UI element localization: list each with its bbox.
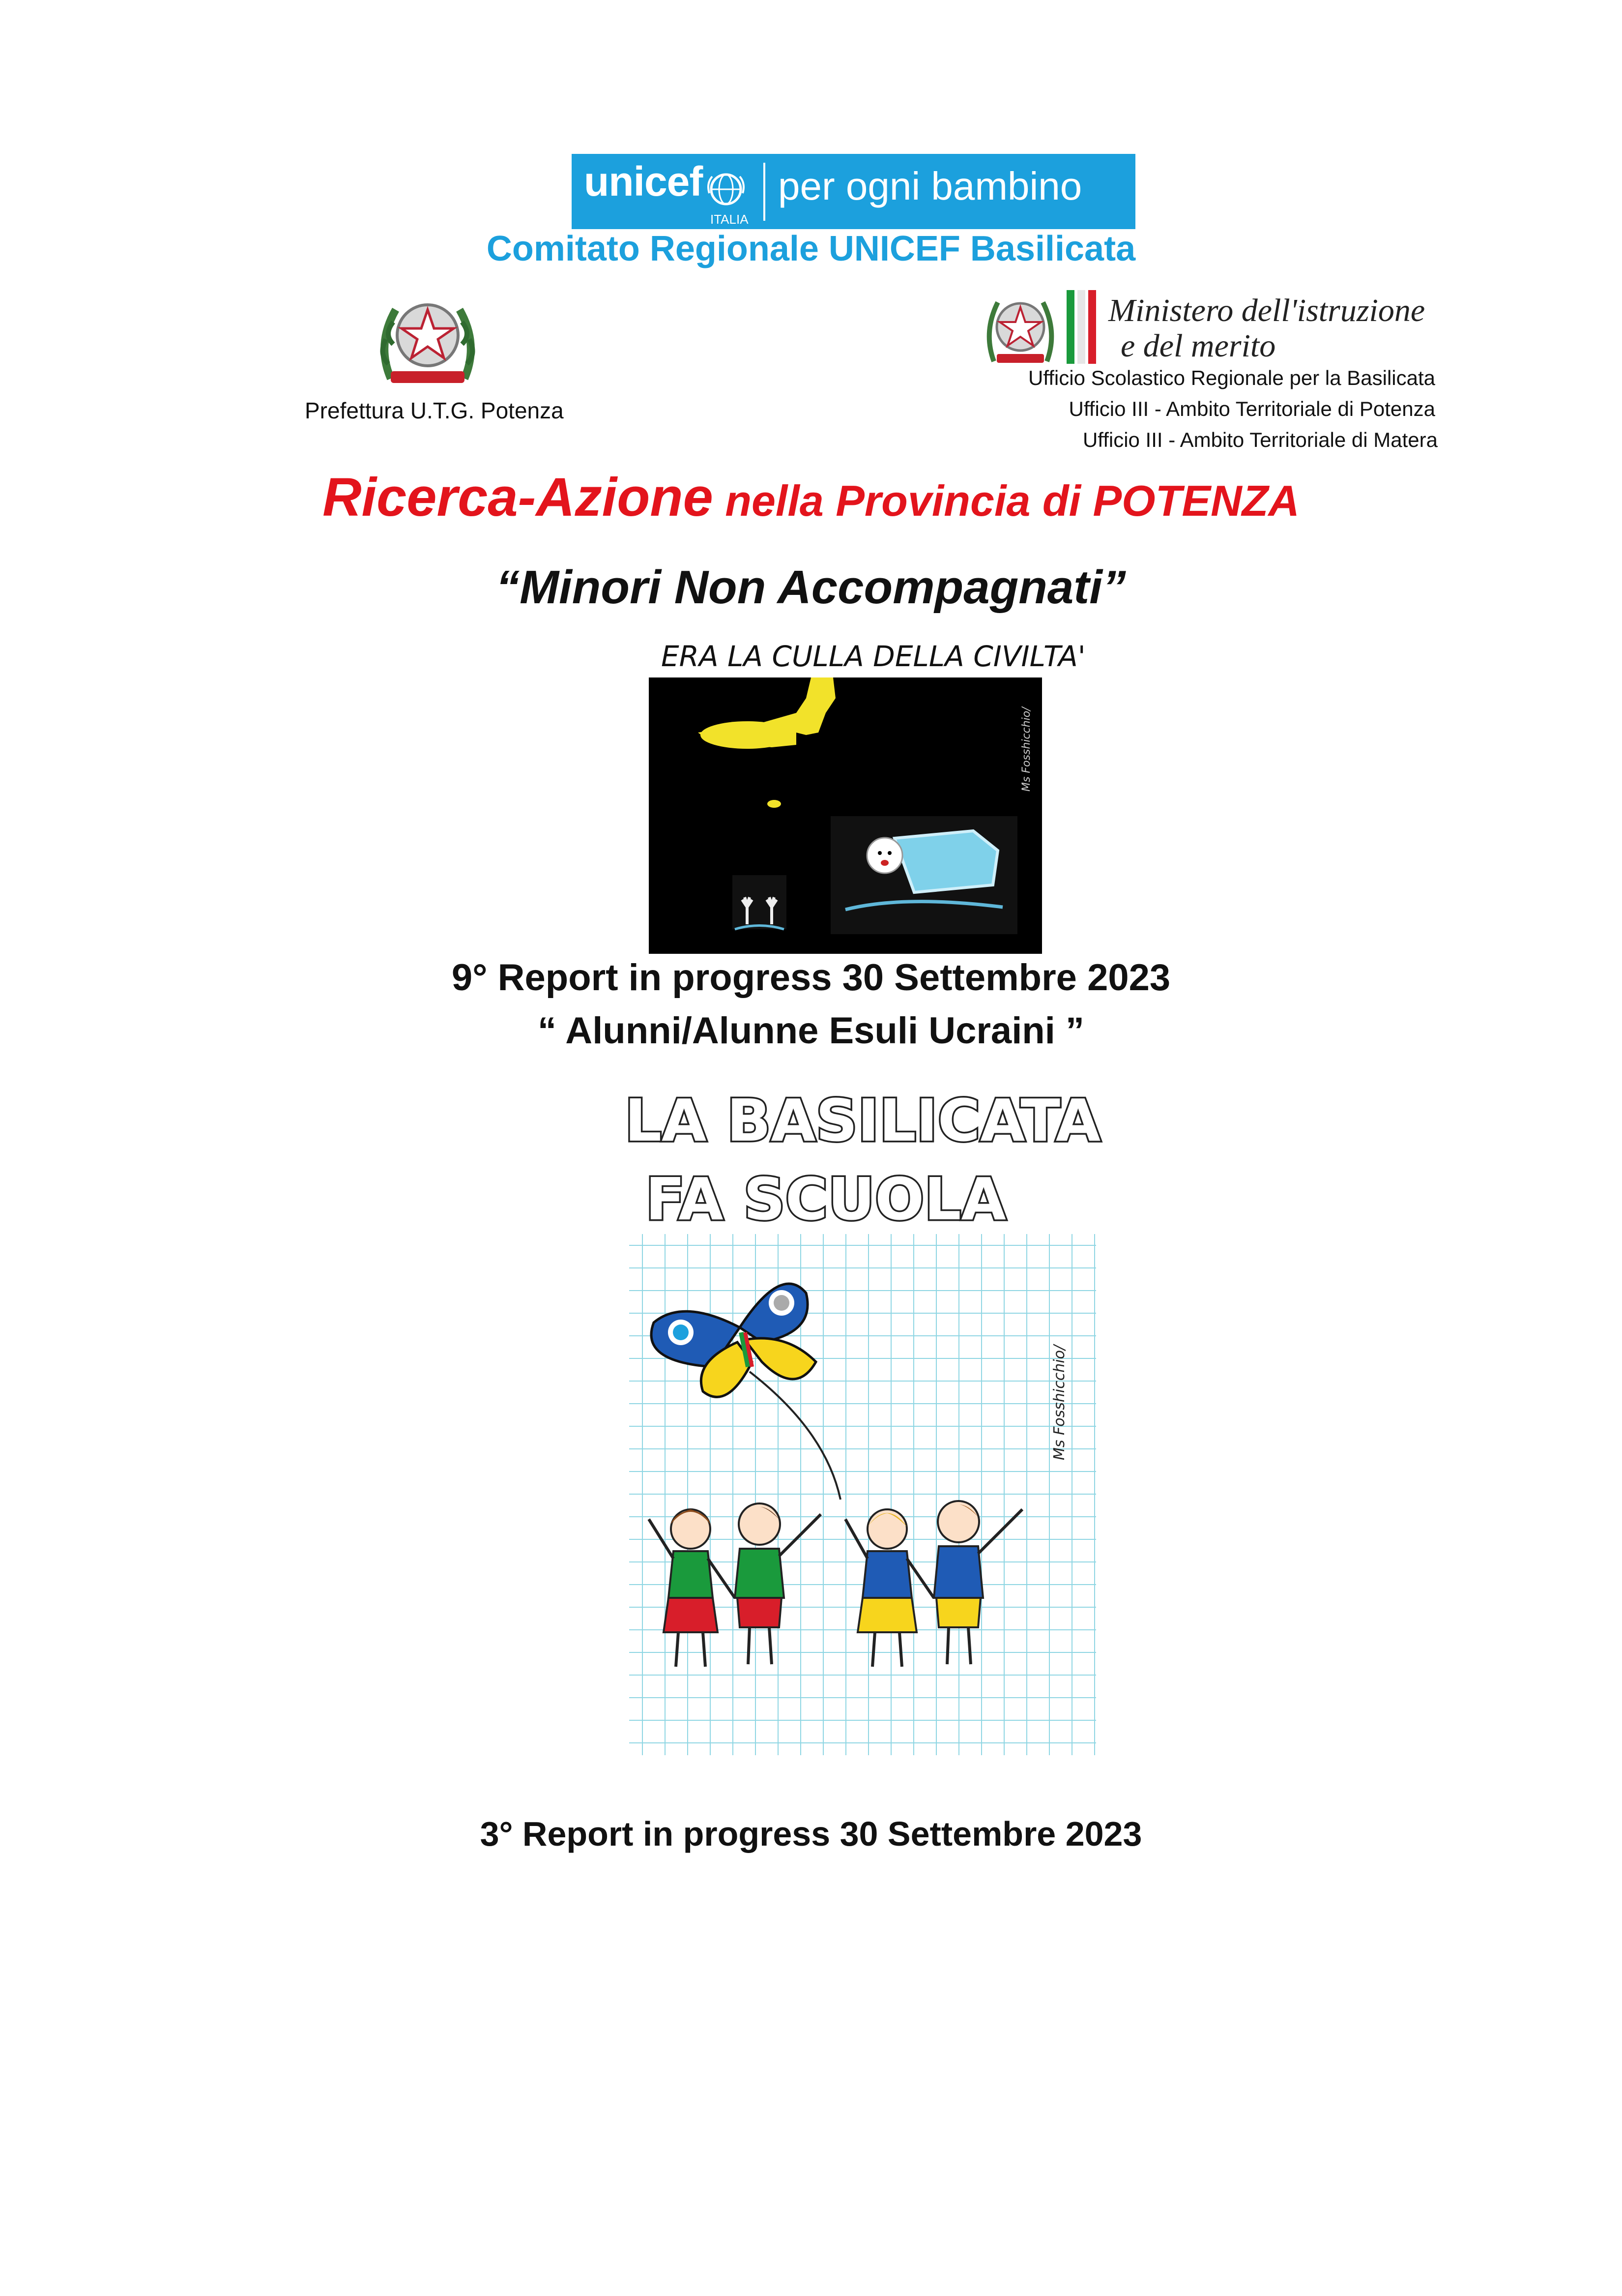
subtitle-esuli-ucraini: “ Alunni/Alunne Esuli Ucraini ” bbox=[538, 1010, 1084, 1052]
ministero-office-1: Ufficio Scolastico Regionale per la Basilicata bbox=[1028, 366, 1435, 389]
ministero-name-line-2: e del merito bbox=[1121, 328, 1276, 364]
malta-shape bbox=[767, 800, 781, 808]
unicef-logo-tagline: per ogni bambino bbox=[778, 164, 1082, 208]
ministero-office-3: Ufficio III - Ambito Territoriale di Matera bbox=[1082, 428, 1438, 451]
unicef-logo-sub: ITALIA bbox=[710, 212, 749, 227]
sicily-shape bbox=[700, 721, 794, 749]
unicef-globe-icon bbox=[705, 169, 747, 210]
italian-flag-icon bbox=[1067, 290, 1096, 364]
main-title-part-2: nella Provincia di POTENZA bbox=[713, 476, 1300, 525]
cartoon-2-line-1: LA BASILICATA bbox=[624, 1087, 1101, 1154]
report-3-title: 3° Report in progress 30 Settembre 2023 bbox=[480, 1815, 1142, 1853]
ministero-name-line-1: Ministero dell'istruzione bbox=[1108, 293, 1425, 328]
ministero-office-2: Ufficio III - Ambito Territoriale di Potenza bbox=[1069, 397, 1435, 420]
cartoon-2-signature: Ms Fosshicchio/ bbox=[1051, 1345, 1068, 1460]
subtitle-minori: “Minori Non Accompagnati” bbox=[496, 561, 1126, 614]
unicef-logo-divider bbox=[763, 163, 765, 221]
committee-title: Comitato Regionale UNICEF Basilicata bbox=[486, 229, 1136, 268]
cartoon-2-line-2: FA SCUOLA bbox=[645, 1165, 1006, 1233]
drowning-hands-icon bbox=[732, 875, 786, 929]
unicef-logo bbox=[572, 154, 1135, 229]
main-title bbox=[0, 466, 1622, 529]
report-9-title: 9° Report in progress 30 Settembre 2023 bbox=[451, 957, 1171, 999]
cartoon-cradle-of-civilization bbox=[649, 634, 1086, 954]
unicef-logo-word: unicef bbox=[584, 158, 703, 205]
cartoon-1-signature: Ms Fosshicchio/ bbox=[1020, 707, 1033, 792]
prefettura-label: Prefettura U.T.G. Potenza bbox=[305, 398, 564, 423]
ministero-emblem-icon bbox=[989, 302, 1052, 363]
ministero-logo bbox=[983, 283, 1475, 371]
cartoon-la-basilicata-fa-scuola bbox=[619, 1087, 1106, 1760]
main-title-part-1: Ricerca-Azione bbox=[322, 467, 713, 528]
cartoon-1-caption: ERA LA CULLA DELLA CIVILTA' bbox=[661, 640, 1086, 673]
italian-republic-emblem-icon bbox=[371, 280, 484, 393]
child-in-cradle-icon bbox=[831, 816, 1017, 934]
